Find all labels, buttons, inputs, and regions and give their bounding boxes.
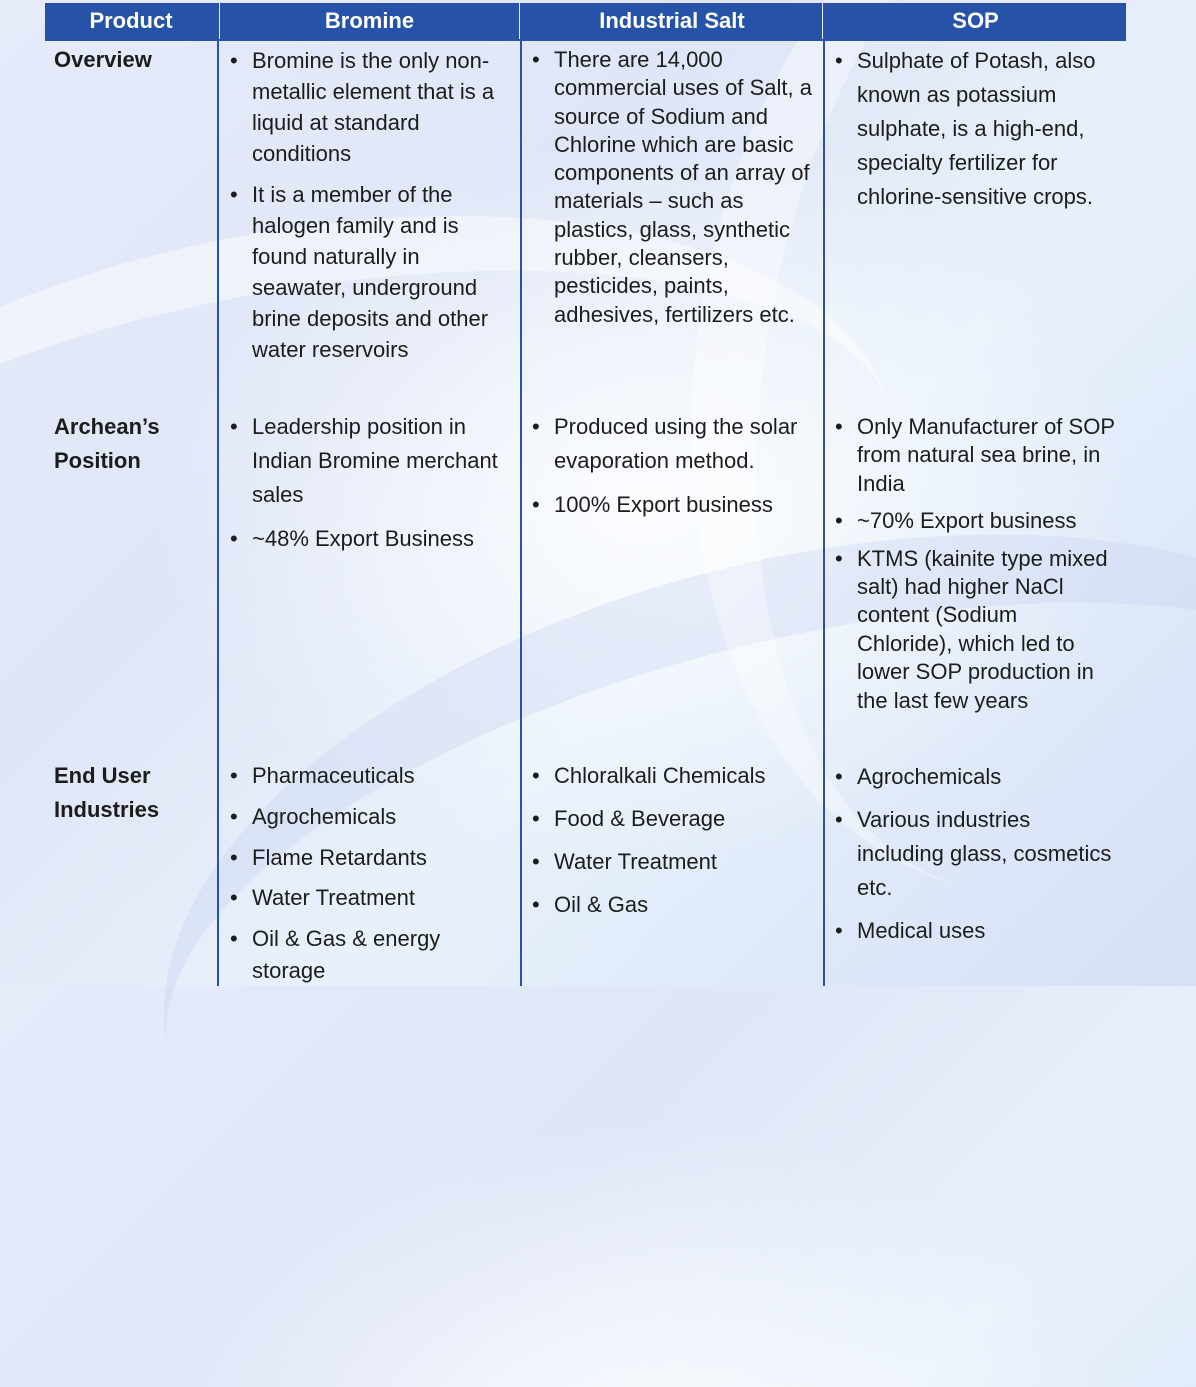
list-item: • Only Manufacturer of SOP from natural sea brine, in India — [833, 413, 1118, 498]
list-item: • Oil & Gas & energy storage — [228, 923, 513, 987]
column-divider — [520, 3, 522, 986]
header-bromine: Bromine — [220, 3, 519, 39]
cell-industries-salt — [530, 760, 820, 921]
list-item: • There are 14,000 commercial uses of Salt, a source of Sodium and Chlorine which are basic components of an array of materials – such as plastics, glass, synthetic rubber, cleansers, pesticides, paints, adhesives, fertilizers etc. — [530, 46, 820, 329]
list-item: • Pharmaceuticals — [228, 760, 513, 792]
header-industrial-salt: Industrial Salt — [522, 3, 822, 39]
list-item: • Water Treatment — [530, 846, 820, 878]
cell-position-sop — [833, 413, 1118, 715]
list-item: • Oil & Gas — [530, 889, 820, 921]
row-label-line: Industries — [54, 797, 160, 822]
column-divider — [217, 3, 219, 986]
list-item: • ~70% Export business — [833, 507, 1118, 535]
list-item: • Sulphate of Potash, also known as potassium sulphate, is a high-end, specialty fertilizer for chlorine-sensitive crops. — [833, 44, 1118, 214]
list-item: • Food & Beverage — [530, 803, 820, 835]
list-item: • 100% Export business — [530, 488, 820, 522]
list-item: • Bromine is the only non-metallic element that is a liquid at standard conditions — [228, 45, 513, 169]
list-item: • Produced using the solar evaporation method. — [530, 410, 820, 478]
list-item: • ~48% Export Business — [228, 522, 513, 556]
list-item: • Water Treatment — [228, 882, 513, 914]
header-underline — [45, 39, 1126, 41]
list-item: • Medical uses — [833, 914, 1118, 948]
column-divider — [823, 3, 825, 986]
cell-overview-bromine — [228, 45, 513, 365]
cell-overview-sop — [833, 44, 1118, 214]
list-item: • Chloralkali Chemicals — [530, 760, 820, 792]
row-label-industries — [54, 759, 159, 827]
row-label-position — [54, 410, 160, 478]
header-product: Product — [45, 3, 217, 39]
cell-overview-salt — [530, 46, 820, 329]
cell-industries-bromine — [228, 760, 513, 987]
row-label-line: Archean’s — [54, 414, 160, 439]
header-sop: SOP — [825, 3, 1126, 39]
cell-industries-sop — [833, 760, 1118, 948]
row-label-line: Overview — [54, 47, 152, 72]
list-item: • Flame Retardants — [228, 842, 513, 874]
list-item: • KTMS (kainite type mixed salt) had higher NaCl content (Sodium Chloride), which led to lower SOP production in the last few years — [833, 545, 1118, 715]
list-item: • Leadership position in Indian Bromine merchant sales — [228, 410, 513, 512]
cell-position-salt — [530, 410, 820, 522]
row-label-line: Position — [54, 448, 141, 473]
list-item: • It is a member of the halogen family and is found naturally in seawater, underground brine deposits and other water reservoirs — [228, 179, 513, 365]
list-item: • Agrochemicals — [833, 760, 1118, 794]
list-item: • Agrochemicals — [228, 801, 513, 833]
row-label-overview — [54, 43, 152, 77]
list-item: • Various industries including glass, cosmetics etc. — [833, 803, 1118, 905]
row-label-line: End User — [54, 763, 151, 788]
cell-position-bromine — [228, 410, 513, 556]
